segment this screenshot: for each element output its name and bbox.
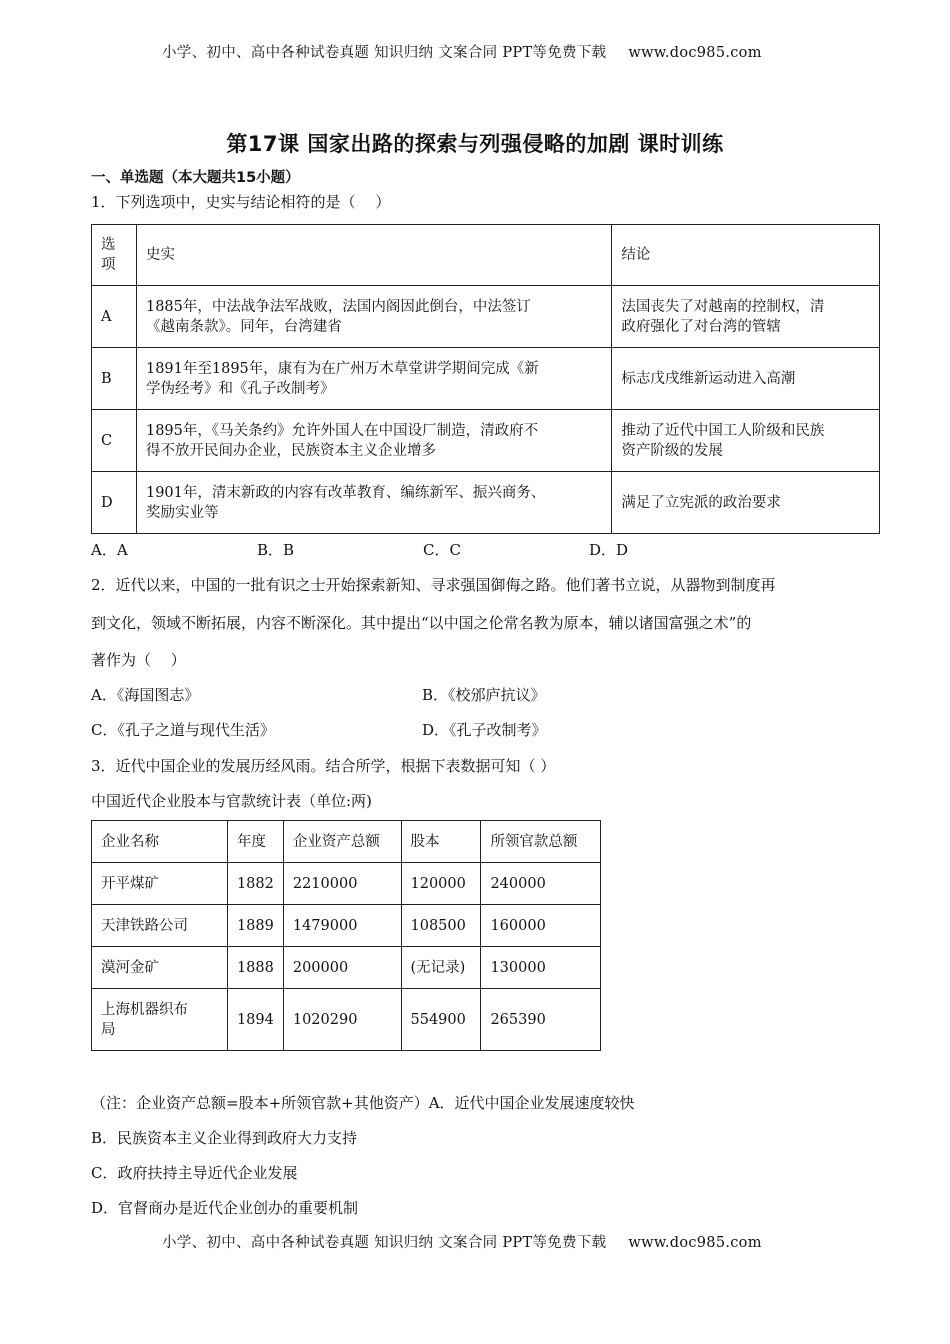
page-header: [162, 41, 762, 62]
q1-fact-cell: 1891年至1895年，康有为在广州万木草堂讲学期间完成《新 学伪经考》和《孔子改制考》: [136, 348, 611, 410]
q3-header-year: 年度: [227, 821, 283, 863]
footer-url[interactable]: www.doc985.com: [628, 1235, 762, 1251]
q1-option-cell: A: [92, 286, 137, 348]
q2-stem-line2: 到文化，领域不断拓展，内容不断深化。其中提出“以中国之伦常名教为原本，辅以诸国富强之术”的: [91, 614, 752, 632]
section-heading: 一、单选题（本大题共15小题）: [91, 170, 300, 186]
q3-assets-cell: 1479000: [283, 905, 401, 947]
q3-header-capital: 股本: [401, 821, 481, 863]
q3-capital-cell: 108500: [401, 905, 481, 947]
table-row: [92, 286, 880, 348]
q2-stem-line1: 2．近代以来，中国的一批有识之士开始探索新知、寻求强国御侮之路。他们著书立说，从器物到制度再: [91, 576, 776, 594]
table-row: [92, 905, 601, 947]
q3-name-cell: 开平煤矿: [92, 863, 228, 905]
table-row: [92, 410, 880, 472]
table-row: [92, 472, 880, 534]
q3-stem: 3．近代中国企业的发展历经风雨。结合所学，根据下表数据可知（ ）: [91, 757, 556, 775]
q1-option-cell: C: [92, 410, 137, 472]
q1-conclusion-cell: 满足了立宪派的政治要求: [612, 472, 880, 534]
q1-header-option: 选项: [92, 225, 137, 286]
q3-capital-cell: 554900: [401, 989, 481, 1051]
q3-name-cell: 漠河金矿: [92, 947, 228, 989]
q1-fact-cell: 1885年，中法战争法军战败，法国内阁因此倒台，中法签订 《越南条款》。同年，台湾建省: [136, 286, 611, 348]
q3-header-official: 所领官款总额: [481, 821, 601, 863]
q3-option-b[interactable]: B．民族资本主义企业得到政府大力支持: [91, 1129, 358, 1147]
q3-year-cell: 1894: [227, 989, 283, 1051]
q3-official-cell: 130000: [481, 947, 601, 989]
q1-fact-cell: 1901年，清末新政的内容有改革教育、编练新军、振兴商务、 奖励实业等: [136, 472, 611, 534]
table-row: [92, 225, 880, 286]
q3-assets-cell: 1020290: [283, 989, 401, 1051]
q3-name-cell: 天津铁路公司: [92, 905, 228, 947]
q3-assets-cell: 200000: [283, 947, 401, 989]
q1-option-c[interactable]: C．C: [423, 541, 461, 559]
q3-official-cell: 160000: [481, 905, 601, 947]
q1-conclusion-cell: 推动了近代中国工人阶级和民族 资产阶级的发展: [612, 410, 880, 472]
q1-option-d[interactable]: D．D: [589, 541, 629, 559]
page-title: 第17课 国家出路的探索与列强侵略的加剧 课时训练: [226, 132, 724, 156]
q3-capital-cell: 120000: [401, 863, 481, 905]
q1-header-conclusion: 结论: [612, 225, 880, 286]
q1-header-fact: 史实: [136, 225, 611, 286]
q3-year-cell: 1882: [227, 863, 283, 905]
q1-fact-cell: 1895年，《马关条约》允许外国人在中国设厂制造，清政府不 得不放开民间办企业，民族资本主义企业增多: [136, 410, 611, 472]
q3-header-name: 企业名称: [92, 821, 228, 863]
q3-year-cell: 1889: [227, 905, 283, 947]
table-row: [92, 863, 601, 905]
table-row: [92, 821, 601, 863]
q2-option-d[interactable]: D．《孔子改制考》: [422, 721, 547, 739]
q3-assets-cell: 2210000: [283, 863, 401, 905]
table-row: [92, 348, 880, 410]
q3-option-d[interactable]: D．官督商办是近代企业创办的重要机制: [91, 1199, 359, 1217]
q2-option-c[interactable]: C．《孔子之道与现代生活》: [91, 721, 275, 739]
q3-capital-cell: (无记录): [401, 947, 481, 989]
q1-conclusion-cell: 标志戊戌维新运动进入高潮: [612, 348, 880, 410]
q3-table: [91, 820, 601, 1051]
q1-table: [91, 224, 880, 534]
header-text: 小学、初中、高中各种试卷真题 知识归纳 文案合同 PPT等免费下载: [162, 45, 607, 61]
q3-header-assets: 企业资产总额: [283, 821, 401, 863]
q1-option-cell: B: [92, 348, 137, 410]
footer-text: 小学、初中、高中各种试卷真题 知识归纳 文案合同 PPT等免费下载: [162, 1235, 607, 1251]
q3-option-c[interactable]: C．政府扶持主导近代企业发展: [91, 1164, 298, 1182]
q1-option-a[interactable]: A．A: [91, 541, 128, 559]
q3-official-cell: 265390: [481, 989, 601, 1051]
q3-note-option-a[interactable]: （注：企业资产总额=股本+所领官款+其他资产）A．近代中国企业发展速度较快: [91, 1094, 635, 1112]
header-url[interactable]: www.doc985.com: [628, 45, 762, 61]
q1-stem: 1．下列选项中，史实与结论相符的是（ ）: [91, 193, 391, 211]
q3-official-cell: 240000: [481, 863, 601, 905]
q2-option-a[interactable]: A．《海国图志》: [91, 686, 200, 704]
q3-name-cell: 上海机器织布 局: [92, 989, 228, 1051]
q1-option-cell: D: [92, 472, 137, 534]
table-row: [92, 947, 601, 989]
table-row: [92, 989, 601, 1051]
page-footer: [162, 1231, 762, 1252]
q2-stem-line3: 著作为（ ）: [91, 651, 186, 669]
q3-table-title: 中国近代企业股本与官款统计表（单位:两): [91, 792, 372, 810]
q1-conclusion-cell: 法国丧失了对越南的控制权，清 政府强化了对台湾的管辖: [612, 286, 880, 348]
q2-option-b[interactable]: B．《校邠庐抗议》: [422, 686, 546, 704]
q3-year-cell: 1888: [227, 947, 283, 989]
q1-option-b[interactable]: B．B: [257, 541, 295, 559]
